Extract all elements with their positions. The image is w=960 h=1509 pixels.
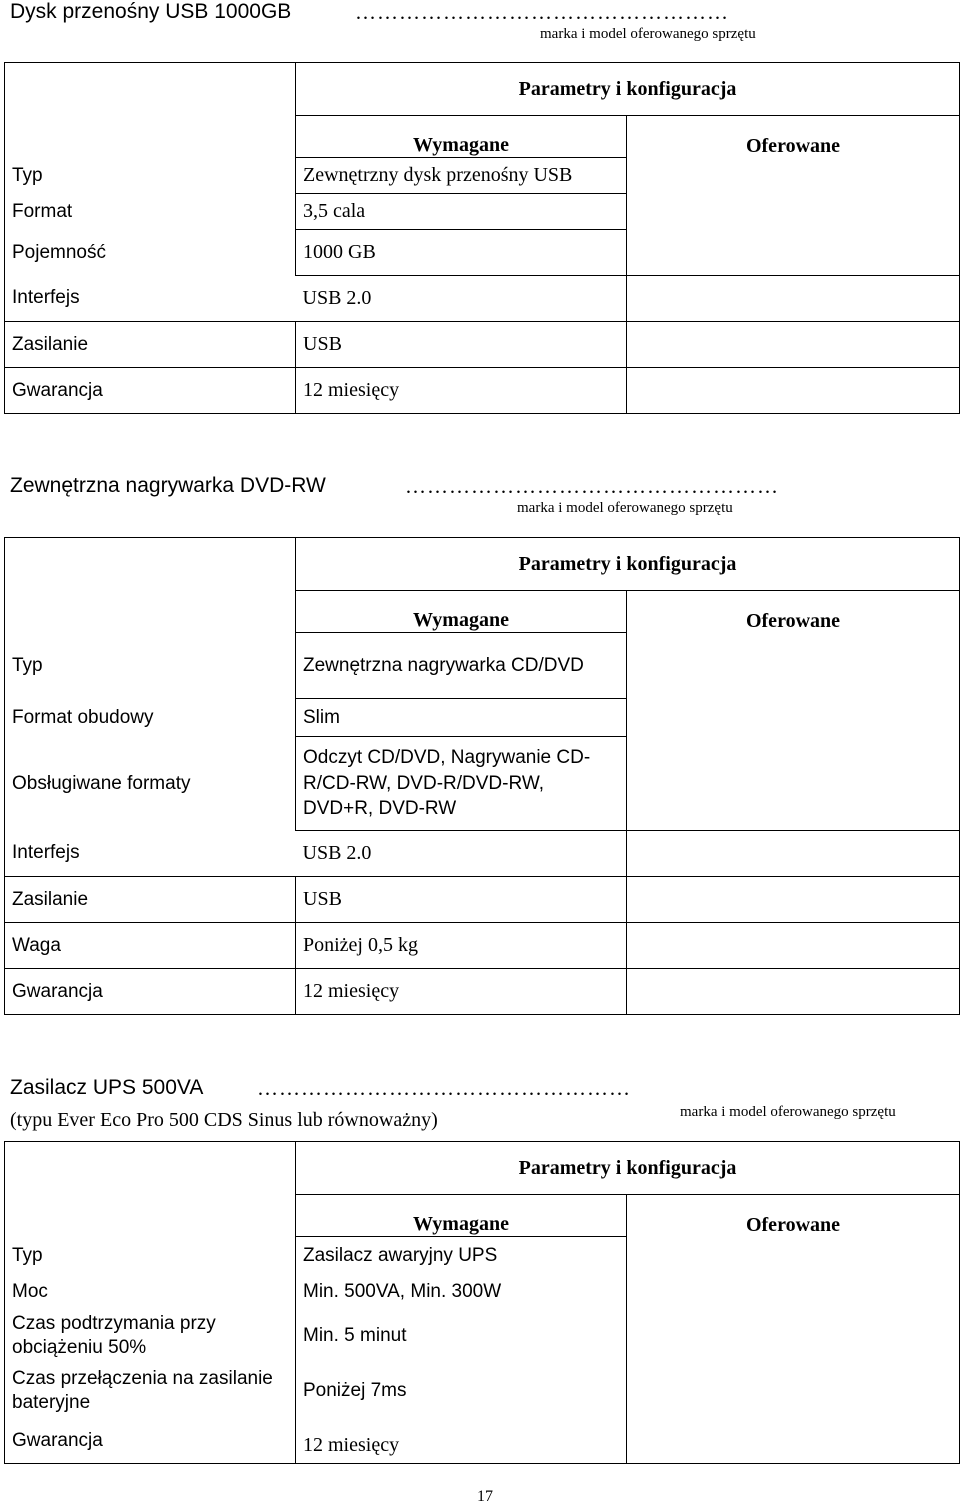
row-label: Obsługiwane formaty bbox=[5, 737, 296, 831]
row-label: Pojemność bbox=[5, 230, 296, 276]
row-label: Typ bbox=[5, 1237, 296, 1275]
offered-cell bbox=[627, 923, 960, 969]
row-value: Min. 5 minut bbox=[296, 1309, 627, 1363]
params-header: Parametry i konfiguracja bbox=[296, 1142, 960, 1195]
offered-cell bbox=[627, 1275, 960, 1309]
section-subtitle-ups: (typu Ever Eco Pro 500 CDS Sinus lub równoważny) bbox=[10, 1109, 438, 1131]
offered-cell bbox=[627, 831, 960, 877]
row-value: USB bbox=[296, 877, 627, 923]
offered-cell bbox=[627, 877, 960, 923]
page-number: 17 bbox=[477, 1488, 493, 1505]
params-header: Parametry i konfiguracja bbox=[296, 538, 960, 591]
brand-caption: marka i model oferowanego sprzętu bbox=[680, 1104, 896, 1120]
row-value: Poniżej 0,5 kg bbox=[296, 923, 627, 969]
row-value: 3,5 cala bbox=[296, 194, 627, 230]
row-value: Poniżej 7ms bbox=[296, 1363, 627, 1419]
offered-cell bbox=[627, 158, 960, 194]
row-value: 12 miesięcy bbox=[296, 368, 627, 414]
row-value: Min. 500VA, Min. 300W bbox=[296, 1275, 627, 1309]
offered-header: Oferowane bbox=[627, 1195, 960, 1237]
row-label: Interfejs bbox=[5, 831, 296, 877]
brand-dots: …………………………………………… bbox=[405, 474, 779, 498]
row-label: Gwarancja bbox=[5, 1419, 296, 1464]
offered-header: Oferowane bbox=[627, 591, 960, 633]
row-label: Czas podtrzymania przy obciążeniu 50% bbox=[5, 1309, 296, 1363]
row-label: Czas przełączenia na zasilanie bateryjne bbox=[5, 1363, 296, 1419]
row-value: USB 2.0 bbox=[296, 276, 627, 322]
offered-cell bbox=[627, 737, 960, 831]
section-title-dvd-writer: Zewnętrzna nagrywarka DVD-RW bbox=[10, 474, 326, 497]
row-value: 1000 GB bbox=[296, 230, 627, 276]
offered-cell bbox=[627, 194, 960, 230]
spec-table-dvd-writer bbox=[4, 537, 960, 1015]
table-corner bbox=[5, 538, 296, 591]
offered-cell bbox=[627, 1363, 960, 1419]
row-value: Odczyt CD/DVD, Nagrywanie CD-R/CD-RW, DVD-R/DVD-RW, DVD+R, DVD-RW bbox=[296, 737, 627, 831]
row-value: Zasilacz awaryjny UPS bbox=[296, 1237, 627, 1275]
offered-cell bbox=[627, 322, 960, 368]
row-label: Interfejs bbox=[5, 276, 296, 322]
row-label: Zasilanie bbox=[5, 322, 296, 368]
row-label: Format obudowy bbox=[5, 699, 296, 737]
offered-cell bbox=[627, 633, 960, 699]
row-label: Gwarancja bbox=[5, 368, 296, 414]
offered-cell bbox=[627, 276, 960, 322]
offered-cell bbox=[627, 699, 960, 737]
brand-caption: marka i model oferowanego sprzętu bbox=[517, 500, 733, 516]
offered-cell bbox=[627, 230, 960, 276]
row-value: USB bbox=[296, 322, 627, 368]
table-corner bbox=[5, 1142, 296, 1195]
required-header: Wymagane bbox=[296, 116, 627, 158]
params-header: Parametry i konfiguracja bbox=[296, 63, 960, 116]
brand-dots: …………………………………………… bbox=[355, 0, 729, 24]
row-label: Typ bbox=[5, 158, 296, 194]
row-value: USB 2.0 bbox=[296, 831, 627, 877]
required-header: Wymagane bbox=[296, 591, 627, 633]
offered-cell bbox=[627, 1309, 960, 1363]
required-header: Wymagane bbox=[296, 1195, 627, 1237]
offered-cell bbox=[627, 1237, 960, 1275]
row-value: Slim bbox=[296, 699, 627, 737]
spec-table-usb-drive bbox=[4, 62, 960, 414]
offered-header: Oferowane bbox=[627, 116, 960, 158]
brand-caption: marka i model oferowanego sprzętu bbox=[540, 26, 756, 42]
row-value: Zewnętrzna nagrywarka CD/DVD bbox=[296, 633, 627, 699]
spec-table-ups bbox=[4, 1141, 960, 1464]
offered-cell bbox=[627, 1419, 960, 1464]
offered-cell bbox=[627, 368, 960, 414]
row-value: 12 miesięcy bbox=[296, 969, 627, 1015]
section-title-ups: Zasilacz UPS 500VA bbox=[10, 1076, 204, 1099]
section-title-usb-drive: Dysk przenośny USB 1000GB bbox=[10, 0, 292, 23]
row-label: Zasilanie bbox=[5, 877, 296, 923]
row-value: 12 miesięcy bbox=[296, 1419, 627, 1464]
row-label: Typ bbox=[5, 633, 296, 699]
row-label: Moc bbox=[5, 1275, 296, 1309]
offered-cell bbox=[627, 969, 960, 1015]
row-label: Gwarancja bbox=[5, 969, 296, 1015]
brand-dots: …………………………………………… bbox=[257, 1076, 631, 1100]
row-label: Waga bbox=[5, 923, 296, 969]
table-corner bbox=[5, 63, 296, 116]
row-label: Format bbox=[5, 194, 296, 230]
row-value: Zewnętrzny dysk przenośny USB bbox=[296, 158, 627, 194]
